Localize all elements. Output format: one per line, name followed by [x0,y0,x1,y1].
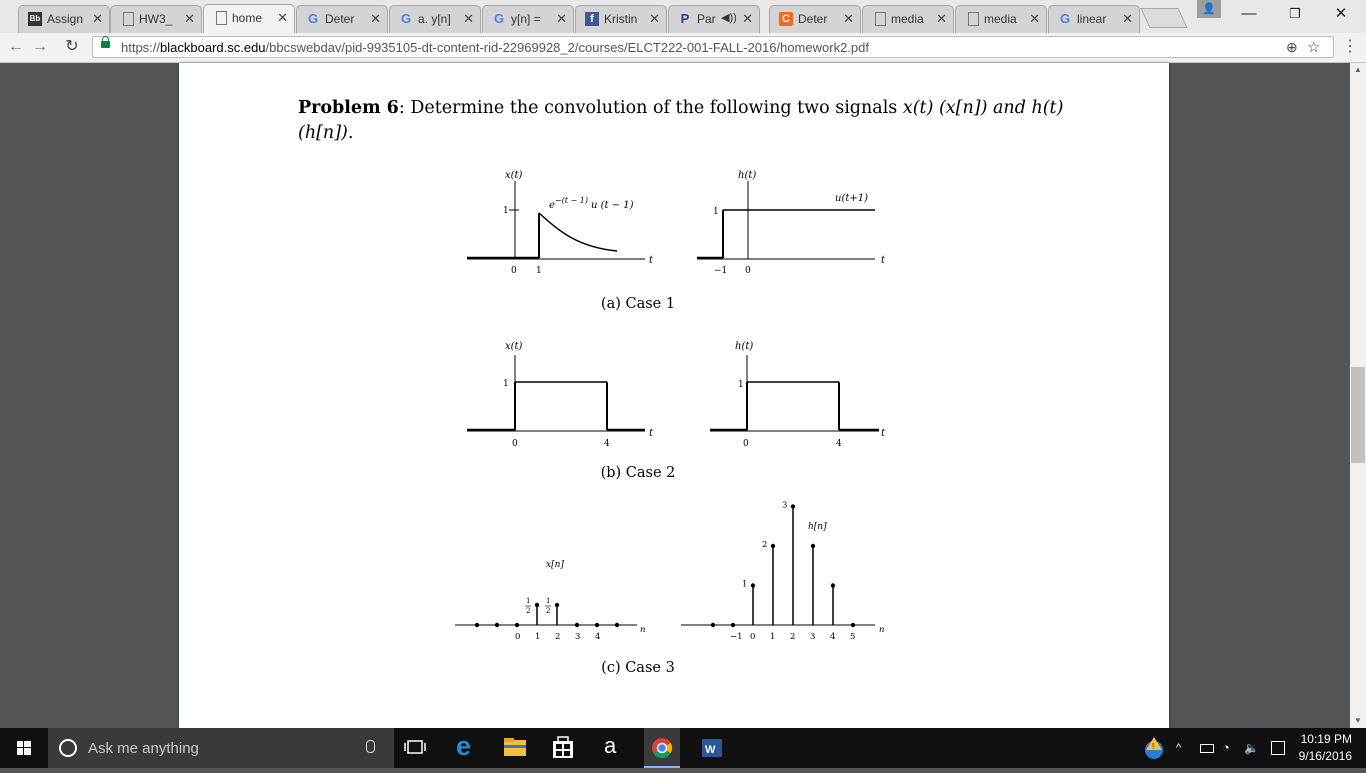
facebook-icon: f [585,12,599,26]
google-icon: G [1059,11,1071,26]
case1-h-label: h(t) [738,170,757,181]
tab-hw3[interactable]: HW3_ ✕ [110,5,202,33]
new-tab-button[interactable] [1140,8,1187,28]
case3-h-n: n [879,625,885,635]
case2-caption: (b) Case 2 [600,465,676,481]
vertical-scrollbar[interactable] [1350,63,1366,728]
url-host: blackboard.sc.edu [160,40,266,55]
wifi-icon[interactable]: ◔ [1222,740,1230,755]
case3-h-tick: 0 [750,632,756,642]
chrome-menu-icon[interactable]: ⋮ [1342,38,1358,55]
restore-button[interactable]: ❐ [1289,6,1301,21]
search-placeholder: Ask me anything [88,740,199,757]
case3-x-dot-n2 [555,603,559,607]
task-view-button[interactable] [400,728,432,768]
case3-h-value-label: 1 [742,579,748,590]
case1-h-one: 1 [713,207,719,217]
case3-x-dot-n5 [615,623,619,627]
secure-lock-icon [101,41,110,48]
browser-toolbar [0,33,1366,63]
case3-h-tick: −1 [730,632,743,642]
close-tab-icon[interactable]: ✕ [463,11,474,26]
case3-x-dot-n4 [595,623,599,627]
case3-x-dot-n-1 [495,623,499,627]
case2-h-label: h(t) [735,341,754,352]
file-explorer-button[interactable] [498,728,532,768]
case2-h-t: t [881,428,886,439]
case3-x-dot-n-2 [475,623,479,627]
close-tab-icon[interactable]: ✕ [1029,11,1040,26]
windows-taskbar [0,728,1366,768]
amazon-icon: a [604,733,617,758]
case3-h-dot-n0 [751,583,755,587]
update-notification-icon[interactable] [1140,728,1172,768]
case1-x-label: x(t) [505,170,523,181]
google-icon: G [493,11,505,26]
case3-h-dot-n-1 [731,623,735,627]
word-icon [694,728,730,768]
case1-h-tick-0: 0 [745,266,751,276]
problem-statement [298,96,1078,146]
task-view-icon [400,728,432,768]
audio-playing-icon[interactable]: ◀)) [721,12,737,24]
case2-x-t: t [649,428,654,439]
case3-h-value-label: 3 [782,500,788,511]
case3-x-dot-n1 [535,603,539,607]
tab-strip [0,0,1366,33]
close-tab-icon[interactable]: ✕ [742,11,753,26]
case3-h-dot-n4 [831,583,835,587]
close-tab-icon[interactable]: ✕ [1122,11,1133,26]
show-hidden-icons[interactable]: ^ [1176,742,1182,754]
case3-x-dot-n3 [575,623,579,627]
close-tab-icon[interactable]: ✕ [649,11,660,26]
case1-x-decay-curve [539,213,617,251]
case1-h-tick-neg1: −1 [714,266,728,276]
edge-icon: e [456,731,472,761]
close-tab-icon[interactable]: ✕ [92,11,103,26]
case2-x-tick-0: 0 [512,439,518,449]
page-icon [216,11,227,25]
chrome-icon [644,728,680,768]
case3-h-dot-n5 [851,623,855,627]
problem-label: Problem 6 [298,98,399,118]
convolution-figure [449,155,919,676]
tab-assign[interactable]: Bb Assign ✕ [18,5,110,33]
google-icon: G [400,11,412,26]
case1-x-t: t [649,255,654,266]
forward-arrow-icon[interactable]: → [32,38,48,55]
case3-h-tick: 2 [790,632,796,642]
close-tab-icon[interactable]: ✕ [843,11,854,26]
case1-x-tick-1: 1 [536,266,542,276]
tab-facebook-kristin[interactable]: f Kristin ✕ [575,5,667,33]
start-button[interactable] [0,728,48,768]
case2-x-one: 1 [503,379,509,389]
pandora-icon: P [680,11,690,26]
scroll-down-arrow-icon[interactable]: ▼ [1354,716,1362,725]
minimize-button[interactable]: — [1241,5,1257,22]
case2-h-tick-0: 0 [743,439,749,449]
case3-h-tick: 4 [830,632,836,642]
microphone-icon[interactable] [366,740,375,753]
action-center-icon[interactable] [1268,728,1288,768]
cortana-search-box[interactable] [48,728,394,768]
close-tab-icon[interactable]: ✕ [936,11,947,26]
tab-pandora[interactable]: P Par ◀)) ✕ [668,5,760,33]
case3-h-plot [681,501,875,643]
case3-h-tick: 3 [810,632,816,642]
case3-x-label: x[n] [546,560,564,570]
svg-text:!: ! [1152,742,1155,751]
page-icon [968,12,979,26]
folder-icon [498,728,532,768]
blackboard-icon: Bb [28,12,42,26]
address-bar[interactable] [92,36,1334,58]
case2-h-one: 1 [738,380,744,390]
chrome-taskbar-button[interactable] [644,728,680,768]
edge-taskbar-button[interactable] [449,728,483,768]
problem-signals: x(t) (x[n]) and h(t) (h[n]). [298,98,1064,143]
problem-text: : Determine the convolution of the following two signals [398,98,903,118]
pdf-page [179,63,1169,728]
case1-x-one: 1 [503,206,509,216]
clock-date[interactable]: 9/16/2016 [1298,749,1352,763]
case2-x-plot [467,355,645,431]
case3-x-plot [455,597,637,642]
case3-x-half-num: 1 [546,597,551,605]
store-button[interactable] [546,728,580,768]
case1-x-plot [467,181,645,259]
user-profile-icon[interactable]: 👤 [1197,0,1221,18]
close-tab-icon[interactable]: ✕ [556,11,567,26]
case1-h-t: t [881,255,886,266]
case2-h-plot [710,355,879,431]
case2-h-tick-4: 4 [836,439,842,449]
case3-h-dot-n1 [771,544,775,548]
pdf-viewer[interactable] [0,63,1350,728]
case3-caption: (c) Case 3 [601,660,675,676]
windows-logo-icon [0,728,48,768]
tab-google-determine[interactable]: G Deter ✕ [296,5,388,33]
url-scheme: https:// [121,40,161,55]
case1-caption: (a) Case 1 [600,296,676,312]
case1-x-tick-0: 0 [511,266,517,276]
svg-text:W: W [705,744,716,756]
case1-h-expr: u(t+1) [835,193,869,204]
tab-media-2[interactable]: media ✕ [955,5,1047,33]
scroll-up-arrow-icon[interactable]: ▲ [1354,65,1362,74]
page-icon [875,12,886,26]
google-icon: G [307,11,319,26]
zoom-icon[interactable]: ⊕ [1286,39,1298,55]
tab-media-1[interactable]: media ✕ [862,5,954,33]
case3-x-dot-n0 [515,623,519,627]
word-taskbar-button[interactable] [694,728,730,768]
tab-google-yn-a[interactable]: G a. y[n] ✕ [389,5,481,33]
scroll-thumb[interactable] [1351,367,1365,463]
battery-icon[interactable] [1198,728,1216,768]
case3-x-half-den: 2 [546,607,551,615]
case3-x-tick: 2 [555,632,561,642]
case3-x-half-den: 2 [526,607,531,615]
amazon-button[interactable] [596,728,630,768]
tab-google-linear[interactable]: G linear ✕ [1048,5,1140,33]
store-bag-icon [546,728,580,768]
url-text[interactable] [121,40,869,55]
url-path: /bbcswebdav/pid-9935105-dt-content-rid-22969928_2/courses/ELCT222-001-FALL-2016/homework2.pdf [265,40,869,55]
back-arrow-icon[interactable]: ← [8,38,24,55]
clock-time[interactable]: 10:19 PM [1300,732,1352,746]
case3-h-value-label: 2 [762,540,768,550]
cortana-icon [59,739,77,757]
tab-google-yn[interactable]: G y[n] = ✕ [482,5,574,33]
volume-icon[interactable]: 🔈 [1244,741,1259,755]
case3-h-tick: 5 [850,632,856,642]
page-icon [123,12,134,26]
chegg-icon: C [779,12,793,26]
case3-x-tick: 4 [595,632,601,642]
close-tab-icon[interactable]: ✕ [277,10,288,25]
bookmark-star-icon[interactable]: ☆ [1307,39,1321,56]
case3-h-dot-n2 [791,504,795,508]
case2-x-tick-4: 4 [604,439,610,449]
tab-chegg-determine[interactable]: C Deter ✕ [769,5,861,33]
case1-x-expr: $e^{-(t - 1)}$ u (t − 1) [549,196,634,211]
case3-x-n: n [640,625,646,635]
case3-x-tick: 3 [575,632,581,642]
case3-x-tick: 0 [515,632,521,642]
case3-h-tick: 1 [770,632,776,642]
case3-x-half-num: 1 [526,597,531,605]
case2-x-label: x(t) [505,341,523,352]
case3-h-dot-n-2 [711,623,715,627]
close-tab-icon[interactable]: ✕ [184,11,195,26]
close-window-button[interactable]: ✕ [1334,5,1348,22]
close-tab-icon[interactable]: ✕ [370,11,381,26]
reload-icon[interactable]: ↻ [65,38,79,55]
tab-homework-active[interactable]: home ✕ [203,4,295,34]
case3-x-tick: 1 [535,632,541,642]
case3-h-label: h[n] [808,522,827,532]
case3-h-dot-n3 [811,544,815,548]
